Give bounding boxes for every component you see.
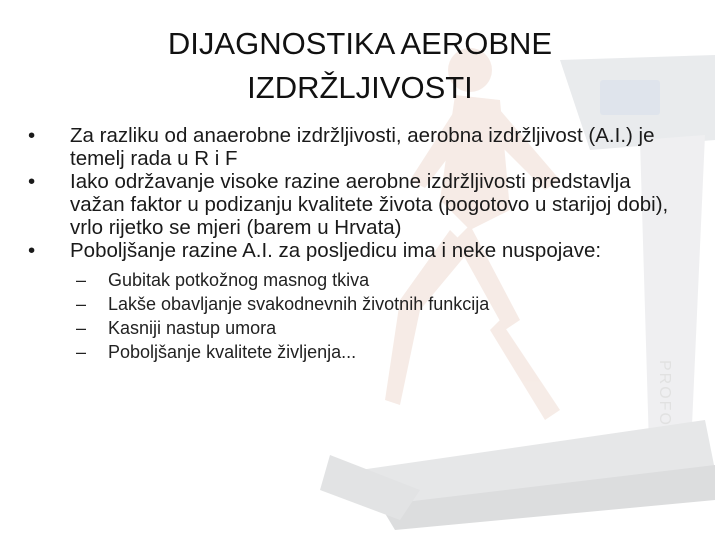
bullet-item — [28, 170, 688, 239]
svg-text:PROFORM: PROFORM — [656, 360, 673, 456]
bullet-item — [28, 239, 688, 262]
sub-bullet-marker: – — [76, 342, 87, 362]
sub-bullet-marker: – — [76, 270, 87, 290]
bullet-text: Za razliku od anaerobne izdržljivosti, aerobna izdržljivost (A.I.) je temelj rada u R i F — [70, 124, 655, 170]
bullet-marker: • — [28, 239, 36, 262]
sub-bullet-marker: – — [76, 294, 87, 314]
sub-bullet-list — [28, 268, 688, 364]
bullet-text: Poboljšanje razine A.I. za posljedicu ima i neke nuspojave: — [70, 239, 602, 262]
bullet-text: Iako održavanje visoke razine aerobne izdržljivosti predstavlja važan faktor u podizanju kvalitete života (pogotovo u starijoj dobi), vrlo rijetko se mjeri (barem u Hrvata) — [70, 170, 669, 239]
sub-bullet-text: Gubitak potkožnog masnog tkiva — [108, 270, 370, 290]
sub-bullet-text: Poboljšanje kvalitete življenja... — [108, 342, 357, 362]
sub-bullet-item — [28, 340, 688, 364]
sub-bullet-text: Lakše obavljanje svakodnevnih životnih funkcija — [108, 294, 490, 314]
sub-bullet-item — [28, 316, 688, 340]
sub-bullet-marker: – — [76, 318, 87, 338]
sub-bullet-text: Kasniji nastup umora — [108, 318, 277, 338]
sub-bullet-item — [28, 292, 688, 316]
title-line-1: DIJAGNOSTIKA AEROBNE — [167, 26, 553, 61]
bullet-marker: • — [28, 170, 36, 193]
sub-bullet-item — [28, 268, 688, 292]
slide-title — [60, 22, 660, 110]
bullet-marker: • — [28, 124, 36, 147]
title-line-2: IZDRŽLJIVOSTI — [247, 70, 473, 105]
slide-content — [28, 124, 688, 364]
bullet-item — [28, 124, 688, 170]
